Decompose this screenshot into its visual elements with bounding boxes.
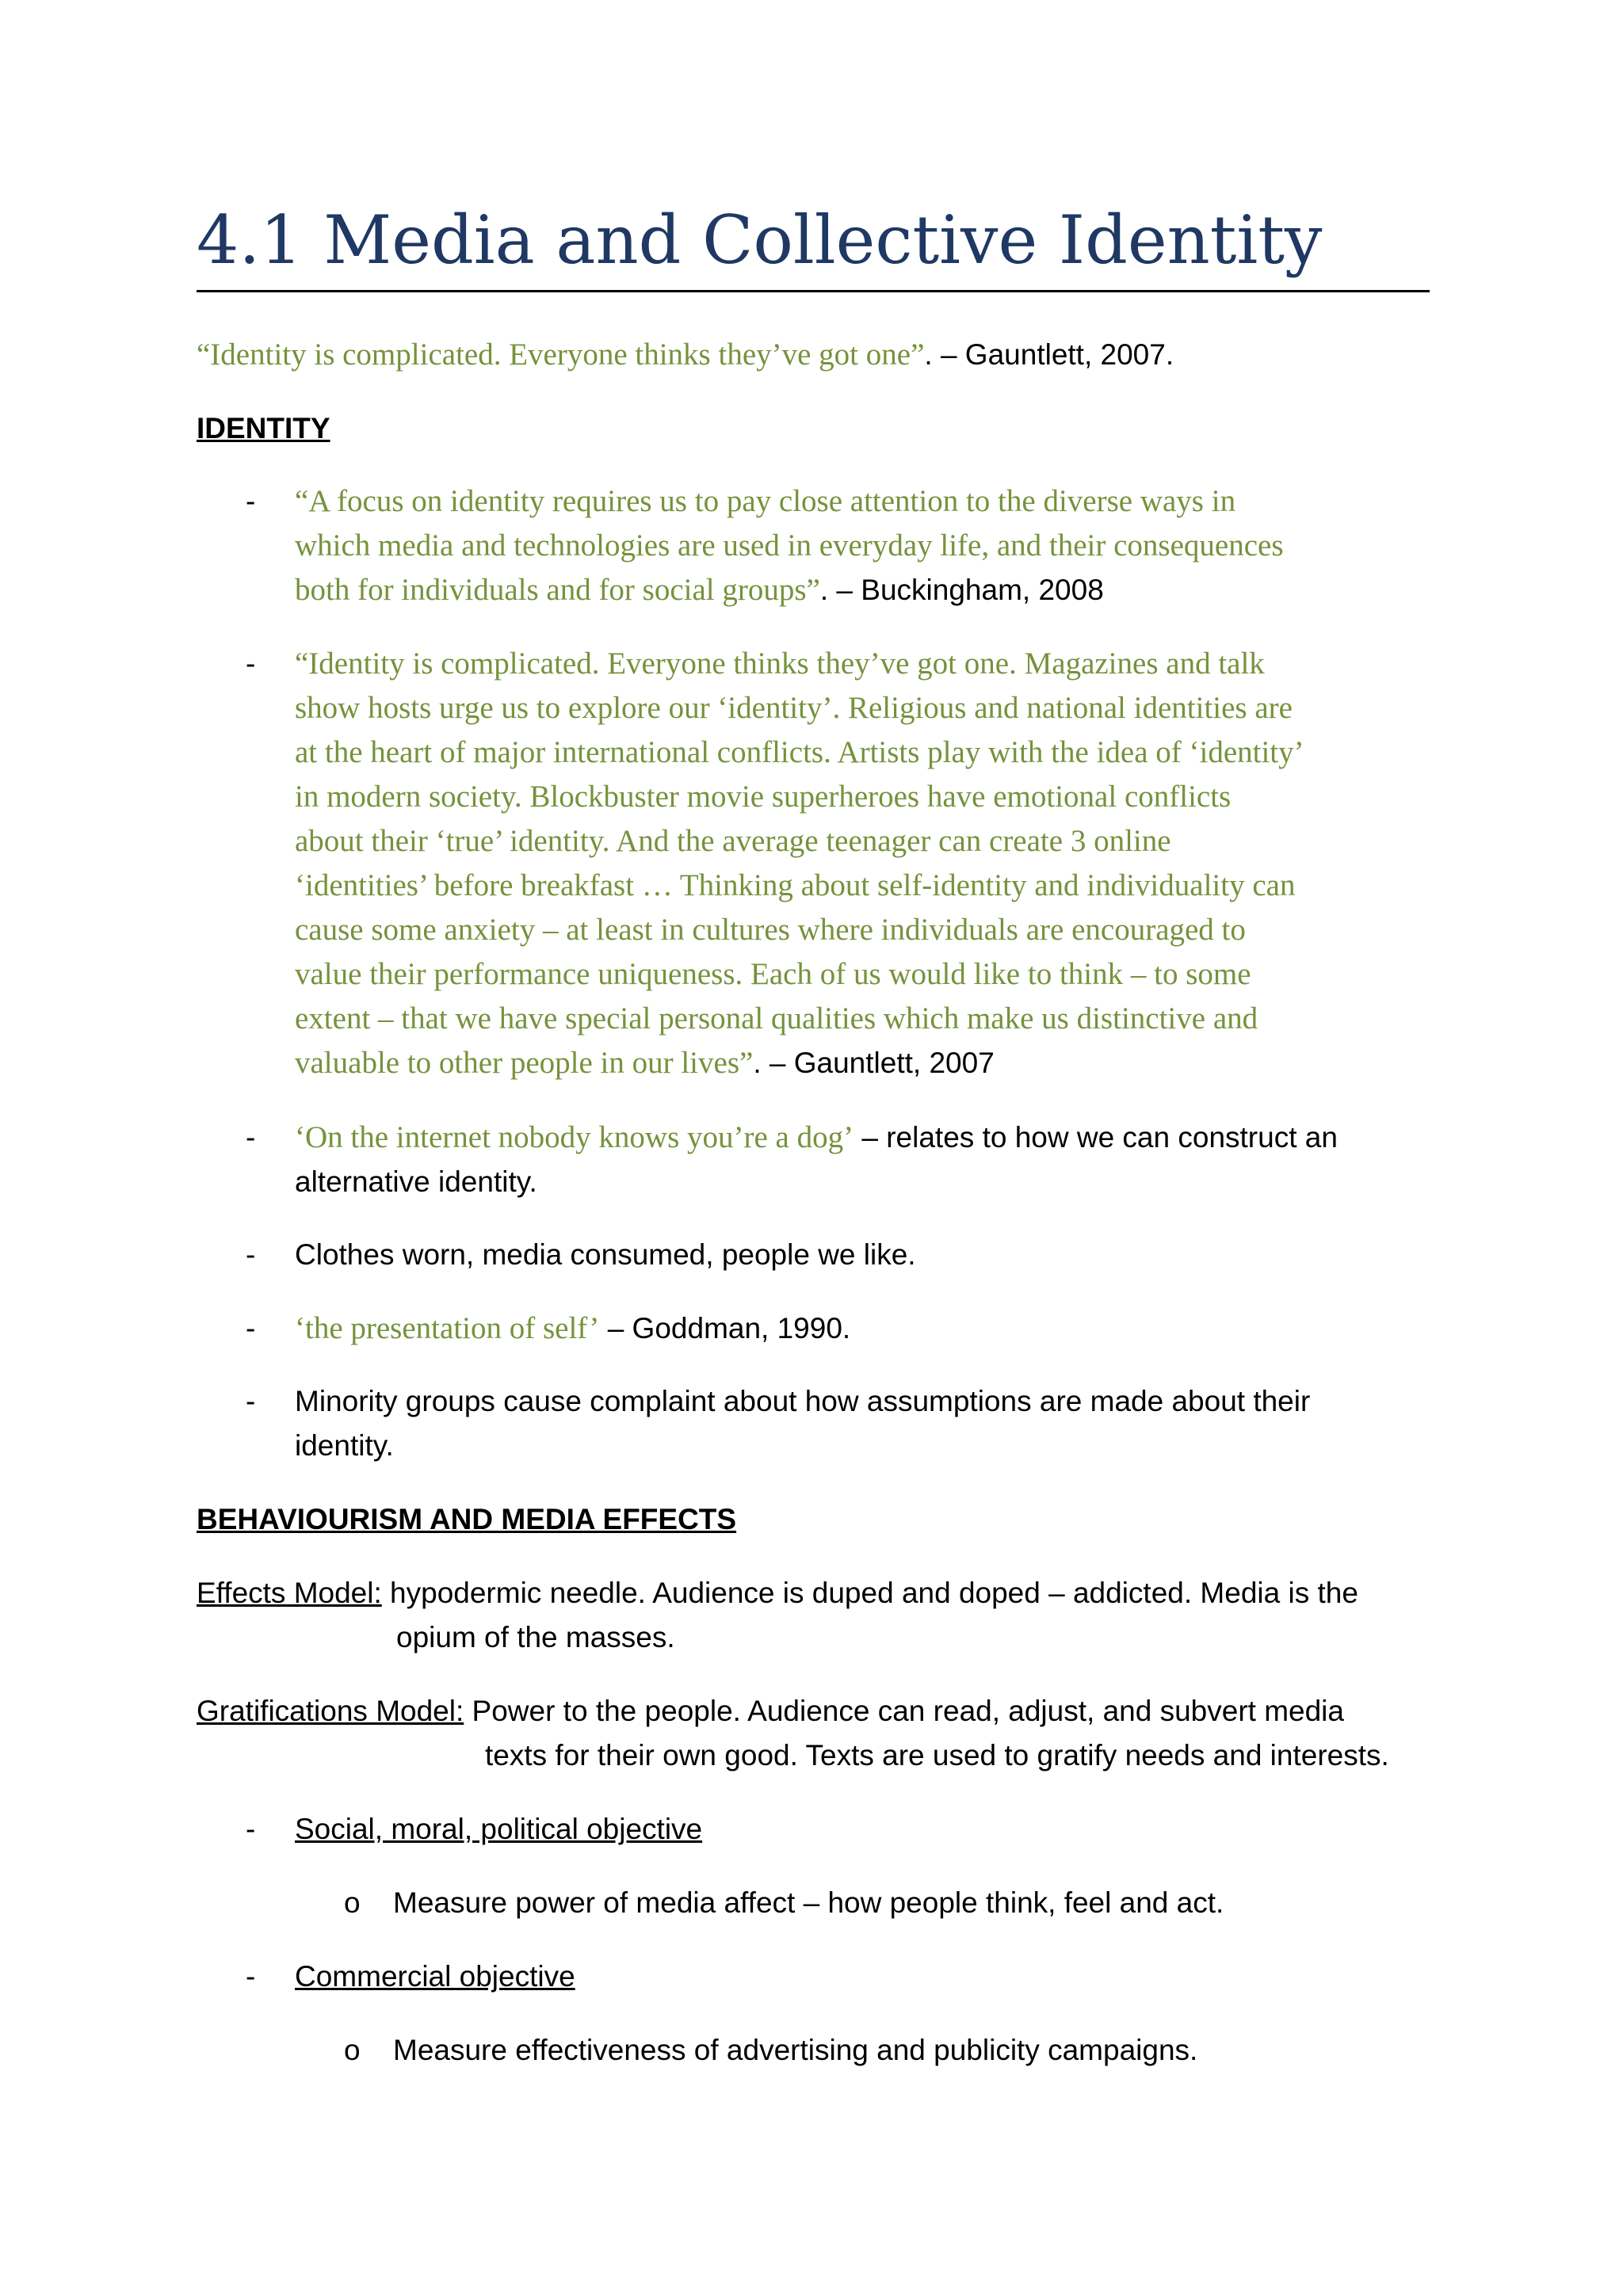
bullet-dash: - [246,1960,256,1993]
bullet-circle: o [344,2034,361,2066]
gratifications-model-label: Gratifications Model: [197,1695,464,1727]
page-title: 4.1 Media and Collective Identity [197,201,1323,279]
list-item-minority-groups [295,1379,1436,1468]
item-text: – Goddman, 1990. [599,1312,851,1344]
bullet-dash: - [246,485,256,517]
objective-social-detail: Measure power of media affect – how people think, feel and act. [393,1886,1224,1919]
quote-text: ‘On the internet nobody knows you’re a dog’ [295,1120,854,1154]
title-underline-rule [197,290,1430,292]
epigraph-cite: . – Gauntlett, 2007. [924,338,1174,371]
list-item-internet-dog [295,1116,1436,1204]
epigraph [197,333,1174,377]
quote-text: ‘the presentation of self’ [295,1311,600,1345]
list-item-buckingham-quote [295,479,1436,612]
quote-line: valuable to other people in our lives” [295,1046,754,1080]
quote-line: cause some anxiety – at least in cultures where individuals are encouraged to [295,913,1246,947]
quote-line: at the heart of major international conflicts. Artists play with the idea of ‘identity’ [295,735,1304,769]
bullet-dash: - [246,1121,256,1154]
quote-line: value their performance uniqueness. Each of us would like to think – to some [295,957,1251,991]
section-heading-behaviourism: BEHAVIOURISM AND MEDIA EFFECTS [197,1503,737,1535]
gratifications-model-text: Power to the people. Audience can read, adjust, and subvert media [464,1695,1344,1727]
quote-line: in modern society. Blockbuster movie superheroes have emotional conflicts [295,780,1232,814]
epigraph-quote: “Identity is complicated. Everyone thinks they’ve got one” [197,338,925,372]
gratifications-model-continued: texts for their own good. Texts are used to gratify needs and interests. [485,1739,1389,1772]
effects-model-label: Effects Model: [197,1577,382,1609]
bullet-dash: - [246,1312,256,1344]
quote-line: extent – that we have special personal qualities which make us distinctive and [295,1001,1258,1035]
quote-citation: . – Gauntlett, 2007 [753,1047,995,1079]
effects-model-continued: opium of the masses. [396,1621,675,1653]
bullet-dash: - [246,647,256,680]
quote-line: about their ‘true’ identity. And the average teenager can create 3 online [295,824,1171,858]
list-item-gauntlett-quote [295,642,1436,1085]
item-text: – relates to how we can construct an [854,1121,1338,1154]
bullet-dash: - [246,1238,256,1271]
effects-model-text: hypodermic needle. Audience is duped and doped – addicted. Media is the [381,1577,1358,1609]
quote-line: ‘identities’ before breakfast … Thinking about self-identity and individuality can [295,868,1296,902]
item-text: Clothes worn, media consumed, people we like. [295,1238,916,1271]
quote-line: which media and technologies are used in everyday life, and their consequences [295,528,1284,563]
item-text: alternative identity. [295,1165,537,1198]
quote-line: “Identity is complicated. Everyone thinks they’ve got one. Magazines and talk [295,646,1265,681]
bullet-dash: - [246,1385,256,1417]
quote-line: both for individuals and for social groups” [295,573,820,607]
gratifications-model [197,1689,1344,1733]
objective-social: Social, moral, political objective [295,1813,703,1845]
bullet-dash: - [246,1813,256,1845]
list-item-clothes [295,1233,1436,1277]
objective-commercial: Commercial objective [295,1960,575,1993]
item-text: identity. [295,1429,394,1462]
quote-line: show hosts urge us to explore our ‘identity’. Religious and national identities are [295,691,1293,725]
effects-model [197,1571,1358,1615]
section-heading-identity: IDENTITY [197,412,330,444]
quote-line: “A focus on identity requires us to pay close attention to the diverse ways in [295,484,1236,518]
list-item-presentation-of-self [295,1306,1436,1351]
objective-commercial-detail: Measure effectiveness of advertising and publicity campaigns. [393,2034,1198,2066]
bullet-circle: o [344,1886,361,1919]
item-text: Minority groups cause complaint about how assumptions are made about their [295,1385,1311,1417]
quote-citation: . – Buckingham, 2008 [819,574,1104,606]
